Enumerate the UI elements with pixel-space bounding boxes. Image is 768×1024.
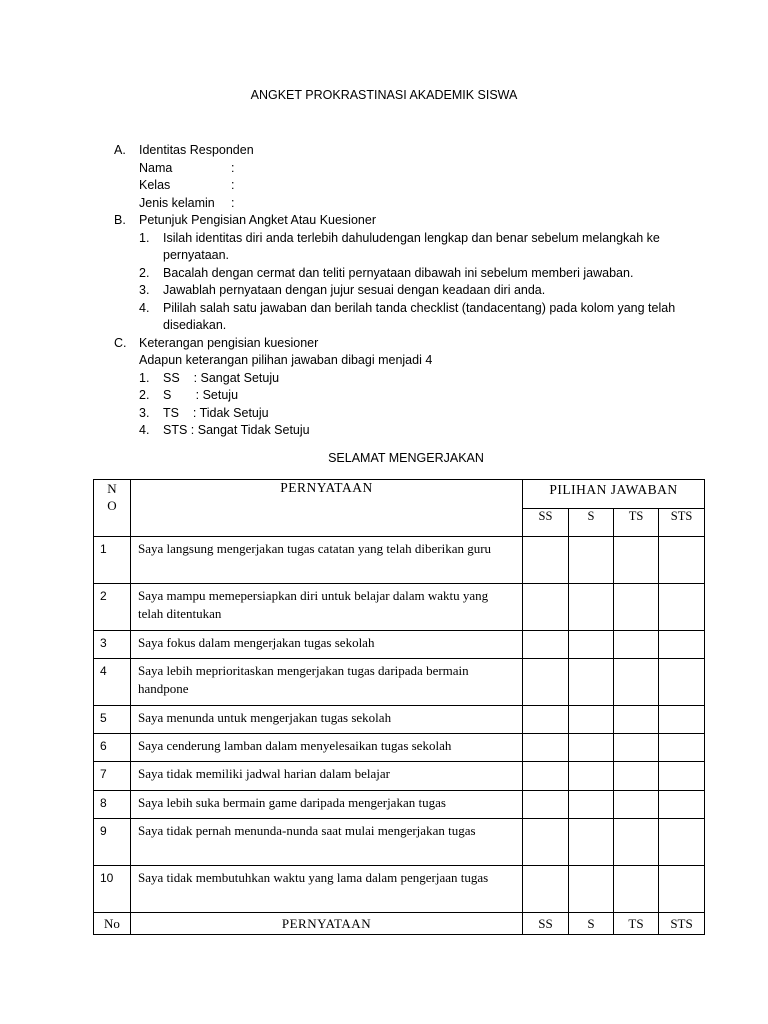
instruction-item (139, 265, 694, 283)
section-c-intro: Adapun keterangan pilihan jawaban dibagi menjadi 4 (139, 353, 433, 367)
document-title: ANGKET PROKRASTINASI AKADEMIK SISWA (250, 88, 518, 102)
section-b-heading: Petunjuk Pengisian Angket Atau Kuesioner (139, 213, 376, 227)
answer-cell-sts[interactable] (659, 584, 705, 631)
section-a-heading: Identitas Responden (139, 143, 254, 157)
header-no-line2: O (107, 498, 117, 513)
answer-cell-ts[interactable] (614, 762, 659, 791)
row-statement: Saya lebih meprioritaskan mengerjakan tugas daripada bermain handpone (131, 659, 523, 706)
header-no (94, 480, 131, 537)
field-kelas (139, 177, 694, 195)
answer-cell-s[interactable] (569, 819, 614, 866)
table-row (94, 706, 705, 734)
answer-cell-sts[interactable] (659, 762, 705, 791)
answer-cell-s[interactable] (569, 659, 614, 706)
field-label: Jenis kelamin (139, 195, 215, 210)
footer-option-ts: TS (614, 913, 659, 935)
answer-cell-sts[interactable] (659, 631, 705, 659)
field-colon: : (231, 178, 235, 192)
header-option-sts: STS (659, 509, 705, 537)
section-c (114, 335, 694, 440)
footer-option-s: S (569, 913, 614, 935)
field-nama (139, 160, 694, 178)
legend-item (139, 422, 694, 440)
footer-option-sts: STS (659, 913, 705, 935)
instruction-item (139, 230, 694, 265)
answer-cell-s[interactable] (569, 734, 614, 762)
item-number: 1. (139, 370, 150, 385)
row-number: 2 (94, 584, 131, 631)
table-footer-row (94, 913, 705, 935)
header-option-s: S (569, 509, 614, 537)
row-statement: Saya fokus dalam mengerjakan tugas sekolah (131, 631, 523, 659)
row-number: 6 (94, 734, 131, 762)
row-number: 3 (94, 631, 131, 659)
row-number: 9 (94, 819, 131, 866)
row-statement: Saya langsung mengerjakan tugas catatan yang telah diberikan guru (131, 537, 523, 584)
section-b (114, 212, 694, 335)
row-number: 10 (94, 866, 131, 913)
closing-text: SELAMAT MENGERJAKAN (328, 451, 484, 465)
answer-cell-sts[interactable] (659, 819, 705, 866)
item-text: TS : Tidak Setuju (163, 405, 269, 420)
answer-cell-ts[interactable] (614, 584, 659, 631)
row-number: 1 (94, 537, 131, 584)
item-text: S : Setuju (163, 388, 239, 402)
footer-option-ss: SS (523, 913, 569, 935)
row-number: 7 (94, 762, 131, 791)
answer-cell-s[interactable] (569, 537, 614, 584)
header-no-line1: N (107, 481, 117, 496)
row-statement: Saya tidak pernah menunda-nunda saat mulai mengerjakan tugas (131, 819, 523, 866)
field-colon: : (231, 195, 235, 210)
instructions-block (114, 142, 694, 440)
footer-no: No (94, 913, 131, 935)
answer-cell-sts[interactable] (659, 659, 705, 706)
item-text: Isilah identitas diri anda terlebih dahuludengan lengkap dan benar sebelum melangkah ke pernyataan. (163, 230, 660, 262)
header-statement: PERNYATAAN (131, 480, 523, 537)
answer-cell-ts[interactable] (614, 866, 659, 913)
answer-cell-ss[interactable] (523, 659, 569, 706)
table-row (94, 537, 705, 584)
answer-cell-s[interactable] (569, 866, 614, 913)
table-row (94, 659, 705, 706)
row-number: 5 (94, 706, 131, 734)
item-text: Bacalah dengan cermat dan teliti pernyataan dibawah ini sebelum memberi jawaban. (163, 265, 634, 280)
row-statement: Saya menunda untuk mengerjakan tugas sekolah (131, 706, 523, 734)
row-statement: Saya lebih suka bermain game daripada mengerjakan tugas (131, 791, 523, 819)
answer-cell-ss[interactable] (523, 866, 569, 913)
field-label: Nama (139, 160, 173, 175)
row-statement: Saya tidak memiliki jadwal harian dalam belajar (131, 762, 523, 791)
item-text: SS : Sangat Setuju (163, 370, 280, 385)
answer-cell-sts[interactable] (659, 734, 705, 762)
answer-cell-ts[interactable] (614, 791, 659, 819)
answer-cell-sts[interactable] (659, 866, 705, 913)
section-c-letter: C. (114, 335, 127, 350)
table-row (94, 791, 705, 819)
answer-cell-s[interactable] (569, 791, 614, 819)
item-text: Jawablah pernyataan dengan jujur sesuai dengan keadaan diri anda. (163, 283, 546, 297)
header-choices: PILIHAN JAWABAN (523, 480, 705, 509)
table-row (94, 866, 705, 913)
section-c-heading: Keterangan pengisian kuesioner (139, 335, 319, 350)
answer-cell-ss[interactable] (523, 584, 569, 631)
table-row (94, 584, 705, 631)
table-row (94, 631, 705, 659)
answer-cell-ts[interactable] (614, 734, 659, 762)
row-statement: Saya tidak membutuhkan waktu yang lama dalam pengerjaan tugas (131, 866, 523, 913)
answer-cell-s[interactable] (569, 631, 614, 659)
answer-cell-sts[interactable] (659, 791, 705, 819)
section-b-letter: B. (114, 213, 126, 227)
section-a-letter: A. (114, 143, 126, 157)
legend-item (139, 387, 694, 405)
legend-item (139, 405, 694, 423)
answer-cell-ss[interactable] (523, 791, 569, 819)
answer-cell-ts[interactable] (614, 819, 659, 866)
answer-cell-ss[interactable] (523, 762, 569, 791)
item-number: 2. (139, 388, 150, 402)
instruction-item (139, 300, 694, 335)
section-a (114, 142, 694, 212)
answer-cell-ss[interactable] (523, 734, 569, 762)
answer-cell-ss[interactable] (523, 819, 569, 866)
answer-cell-ts[interactable] (614, 659, 659, 706)
item-number: 3. (139, 283, 150, 297)
item-number: 4. (139, 300, 150, 315)
answer-cell-ts[interactable] (614, 537, 659, 584)
answer-cell-sts[interactable] (659, 537, 705, 584)
item-number: 3. (139, 405, 150, 420)
legend-item (139, 370, 694, 388)
answer-cell-ts[interactable] (614, 706, 659, 734)
row-statement: Saya cenderung lamban dalam menyelesaikan tugas sekolah (131, 734, 523, 762)
questionnaire-table (93, 479, 705, 935)
field-jenis-kelamin (139, 195, 694, 213)
table-row (94, 734, 705, 762)
answer-cell-s[interactable] (569, 584, 614, 631)
answer-cell-ts[interactable] (614, 631, 659, 659)
item-number: 1. (139, 230, 150, 245)
row-number: 4 (94, 659, 131, 706)
row-number: 8 (94, 791, 131, 819)
item-text: STS : Sangat Tidak Setuju (163, 423, 310, 437)
table-row (94, 762, 705, 791)
footer-statement: PERNYATAAN (131, 913, 523, 935)
answer-cell-ss[interactable] (523, 706, 569, 734)
table-header-row (94, 480, 705, 509)
instruction-item (139, 282, 694, 300)
table-row (94, 819, 705, 866)
answer-cell-ss[interactable] (523, 631, 569, 659)
item-number: 4. (139, 423, 150, 437)
item-text: Pililah salah satu jawaban dan berilah tanda checklist (tandacentang) pada kolom yang telah disediakan. (163, 300, 676, 332)
header-option-ss: SS (523, 509, 569, 537)
header-option-ts: TS (614, 509, 659, 537)
row-statement: Saya mampu memepersiapkan diri untuk belajar dalam waktu yang telah ditentukan (131, 584, 523, 631)
field-label: Kelas (139, 178, 171, 192)
answer-cell-sts[interactable] (659, 706, 705, 734)
answer-cell-ss[interactable] (523, 537, 569, 584)
answer-cell-s[interactable] (569, 762, 614, 791)
answer-cell-s[interactable] (569, 706, 614, 734)
item-number: 2. (139, 265, 150, 280)
field-colon: : (231, 160, 235, 175)
